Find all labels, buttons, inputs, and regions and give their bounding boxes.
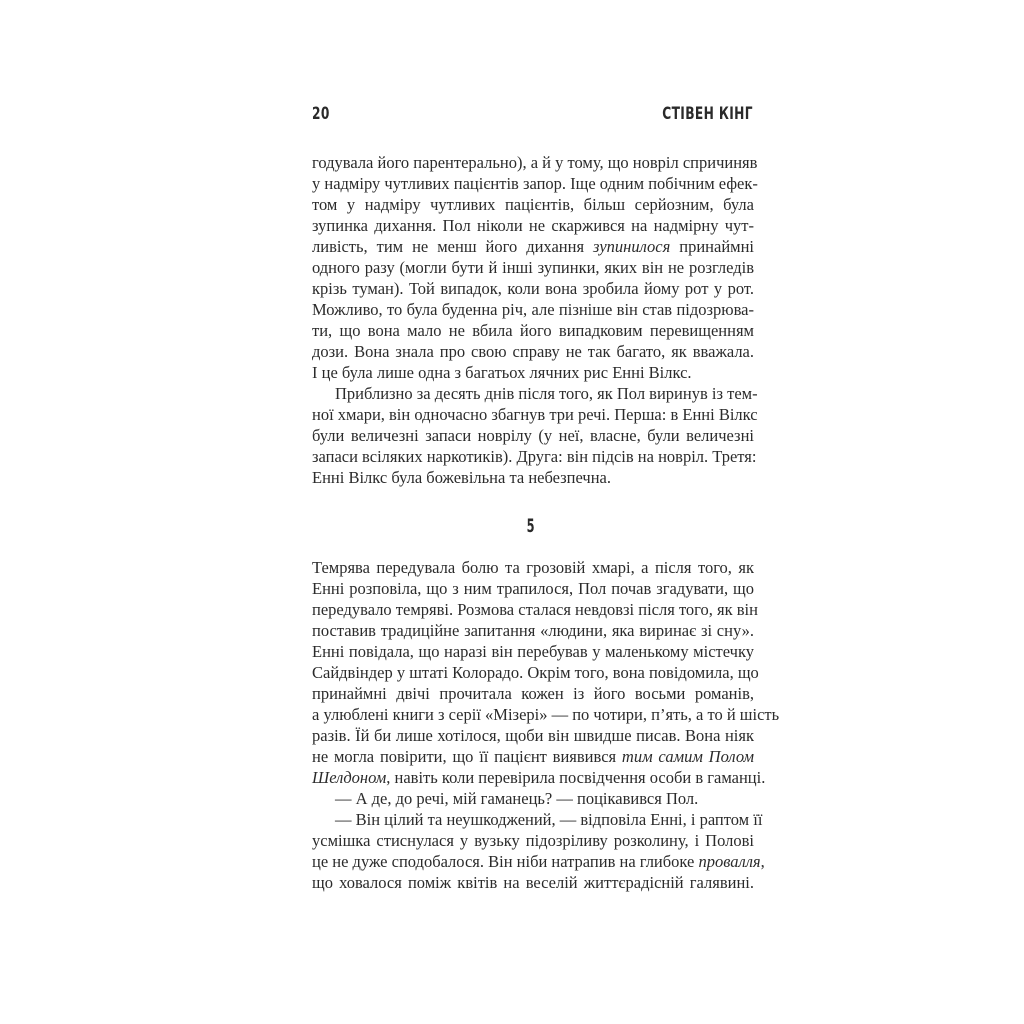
text-line — [312, 746, 754, 767]
text-segment: що ховалося поміж квітів на веселій життєрадісній галявині. — [312, 873, 754, 892]
text-segment: ти, що вона мало не вбила його випадковим перевищенням — [312, 321, 754, 340]
text-line — [312, 278, 754, 299]
text-segment: том у надміру чутливих пацієнтів, більш серйозним, була — [312, 195, 754, 214]
text-segment: І це була лише одна з багатьох лячних рис Енні Вілкс. — [312, 363, 692, 382]
text-segment: у надміру чутливих пацієнтів запор. Іще одним побічним ефек- — [312, 174, 758, 193]
text-line — [312, 299, 754, 320]
text-line — [312, 320, 754, 341]
text-segment: ної хмари, він одночасно збагнув три речі. Перша: в Енні Вілкс — [312, 405, 758, 424]
text-line — [312, 872, 754, 893]
text-block-before-chapter — [312, 152, 758, 488]
chapter-number-text: 5 — [527, 515, 535, 537]
text-segment: Сайдвіндер у штаті Колорадо. Окрім того, вона повідомила, що — [312, 663, 759, 682]
text-line — [312, 446, 757, 467]
text-line — [312, 341, 754, 362]
text-line — [312, 404, 758, 425]
text-line — [312, 683, 754, 704]
page-number: 20 — [312, 104, 330, 124]
text-segment: а улюблені книги з серії «Мізері» — по чотири, п’ять, а то й шість — [312, 705, 780, 724]
text-line — [312, 173, 758, 194]
text-line — [312, 152, 758, 173]
text-segment: одного разу (могли бути й інші зупинки, яких він не розгледів — [312, 258, 754, 277]
italic-text: зупинилося — [593, 237, 671, 256]
text-segment: Приблизно за десять днів після того, як Пол виринув із тем- — [335, 384, 758, 403]
text-line — [312, 578, 754, 599]
text-segment: — Він цілий та неушкоджений, — відповіла Енні, і раптом її — [335, 810, 763, 829]
text-segment: годувала його парентерально), а й у тому, що новріл спричиняв — [312, 153, 758, 172]
text-segment: Енні повідала, що наразі він перебував у маленькому містечку — [312, 642, 754, 661]
text-line — [312, 599, 758, 620]
text-segment: зупинка дихання. Пол ніколи не скаржився на надмірну чут- — [312, 216, 754, 235]
text-line — [312, 767, 766, 788]
text-line — [312, 704, 780, 725]
text-segment: були величезні запаси новрілу (у неї, власне, були величезні — [312, 426, 754, 445]
text-line — [312, 467, 754, 488]
running-title: СТІВЕН КІНГ — [662, 104, 753, 124]
text-segment: передувало темряві. Розмова сталася невдовзі після того, як він — [312, 600, 758, 619]
text-segment: принаймні — [670, 237, 755, 256]
text-block-chapter-5 — [312, 557, 780, 893]
text-line — [312, 851, 765, 872]
text-line — [312, 257, 754, 278]
text-segment: крізь туман). Той випадок, коли вона зробила йому рот у рот. — [312, 279, 754, 298]
text-line — [312, 662, 759, 683]
text-segment: Енні розповіла, що з ним трапилося, Пол почав згадувати, що — [312, 579, 754, 598]
text-line — [312, 620, 754, 641]
text-segment: запаси всіляких наркотиків). Друга: він підсів на новріл. Третя: — [312, 447, 757, 466]
italic-text: тим самим Полом — [621, 747, 754, 766]
text-segment: усмішка стиснулася у вузьку підозріливу розколину, і Полові — [312, 831, 754, 850]
text-line — [312, 383, 758, 404]
text-segment: принаймні двічі прочитала кожен із його восьми романів, — [312, 684, 754, 703]
text-line — [312, 362, 754, 383]
text-line — [312, 725, 754, 746]
text-line — [312, 809, 763, 830]
text-line — [312, 194, 754, 215]
chapter-number — [0, 514, 1024, 538]
text-line — [312, 557, 754, 578]
text-segment: , навіть коли перевірила посвідчення особи в гаманці. — [386, 768, 766, 787]
text-segment: Можливо, то була буденна річ, але пізніше він став підозрюва- — [312, 300, 754, 319]
text-segment: Темрява передувала болю та грозовій хмарі, а після того, як — [312, 558, 754, 577]
text-segment: разів. Їй би лише хотілося, щоби він швидше писав. Вона ніяк — [312, 726, 754, 745]
text-segment: поставив традиційне запитання «людини, яка виринає зі сну». — [312, 621, 754, 640]
text-line — [312, 830, 754, 851]
text-line — [312, 641, 754, 662]
italic-text: провалля — [698, 852, 761, 871]
text-segment: це не дуже сподобалося. Він ніби натрапив на глибоке — [312, 852, 699, 871]
text-segment: не могла повірити, що її пацієнт виявився — [312, 747, 622, 766]
italic-text: Шелдоном — [312, 768, 387, 787]
text-segment: — А де, до речі, мій гаманець? — поцікавився Пол. — [335, 789, 699, 808]
text-segment: , — [760, 852, 765, 871]
text-segment: дози. Вона знала про свою справу не так багато, як вважала. — [312, 342, 754, 361]
text-line — [312, 215, 754, 236]
text-segment: ливість, тим не менш його дихання — [312, 237, 594, 256]
text-line — [312, 425, 754, 446]
text-segment: Енні Вілкс була божевільна та небезпечна. — [312, 468, 612, 487]
text-line — [312, 236, 754, 257]
text-line — [312, 788, 754, 809]
